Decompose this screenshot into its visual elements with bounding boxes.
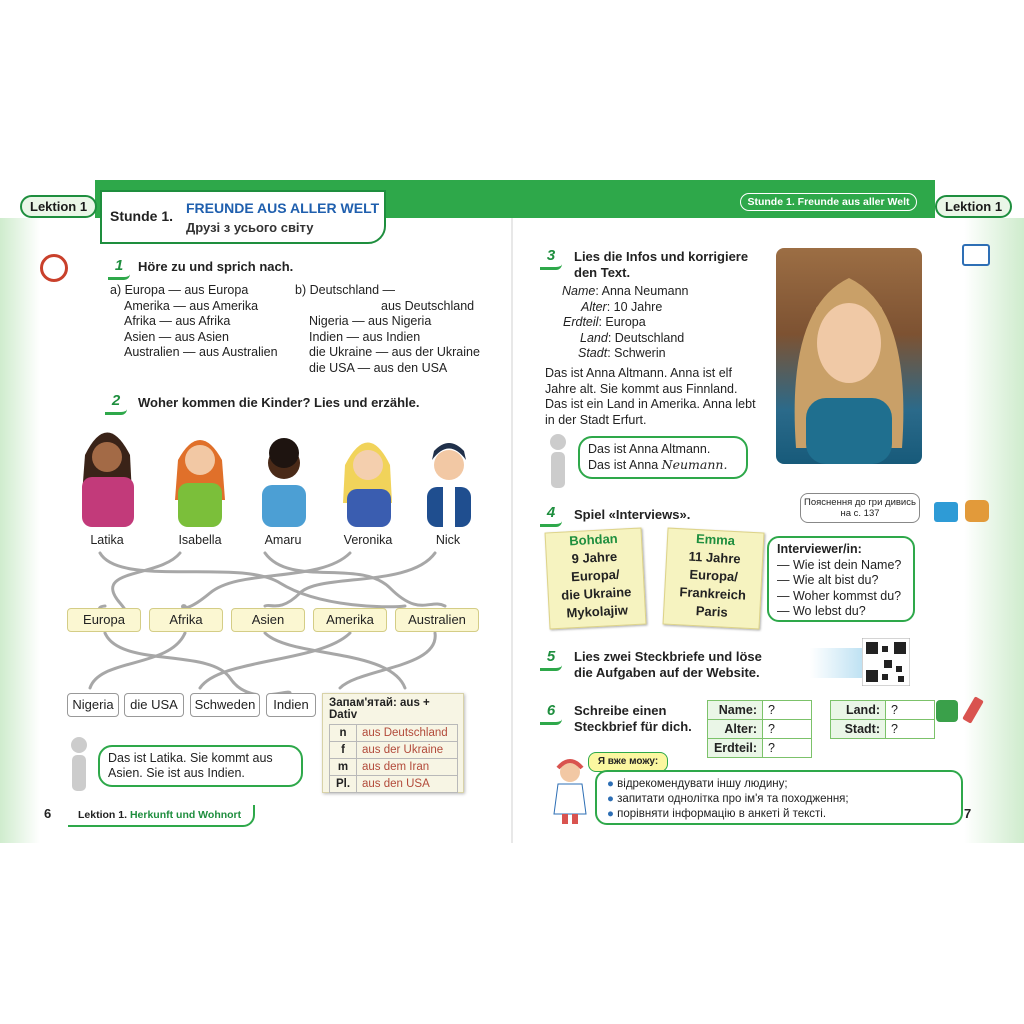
latika-figure bbox=[82, 433, 134, 528]
grammar-note bbox=[322, 693, 464, 793]
children-illustrations bbox=[60, 415, 500, 530]
lektion-tab-right: Lektion 1 bbox=[935, 195, 1012, 218]
task1-title: Höre zu und sprich nach. bbox=[138, 259, 294, 274]
task6-number: 6 bbox=[540, 700, 562, 725]
lesson-title-box bbox=[100, 190, 386, 244]
continent-box[interactable]: Australien bbox=[395, 608, 479, 632]
page-gutter bbox=[511, 218, 513, 843]
land-field[interactable]: ? bbox=[886, 701, 935, 720]
interview-questions: Interviewer/in: — Wie ist dein Name? — Wie alt bist du? — Woher kommst du? — Wo lebst du? bbox=[767, 536, 915, 622]
veronika-figure bbox=[343, 443, 392, 528]
task4-note: Пояснення до гри дивись на с. 137 bbox=[800, 493, 920, 523]
child-name: Veronika bbox=[343, 533, 393, 547]
task6-title: Schreibe einen Steckbrief für dich. bbox=[574, 703, 692, 734]
can-do-item: ● запитати однолітка про ім'я та походження; bbox=[607, 793, 849, 805]
nick-figure bbox=[427, 443, 471, 527]
task4-number: 4 bbox=[540, 502, 562, 527]
dice-icon bbox=[934, 502, 958, 522]
grammar-note-label: Запам'ятай: bbox=[329, 697, 397, 709]
continent-box[interactable]: Afrika bbox=[149, 608, 223, 632]
speaker-silhouette-icon bbox=[64, 735, 94, 795]
grammar-row: m aus dem Iran bbox=[330, 759, 458, 776]
isabella-figure bbox=[175, 440, 225, 527]
continent-box[interactable]: Europa bbox=[67, 608, 141, 632]
task2-title: Woher kommen die Kinder? Lies und erzähle. bbox=[138, 395, 420, 410]
task2-number: 2 bbox=[105, 390, 127, 415]
running-title-right: Stunde 1. Freunde aus aller Welt bbox=[740, 193, 917, 211]
lektion-tab-left: Lektion 1 bbox=[20, 195, 97, 218]
speaker-silhouette-icon bbox=[543, 432, 573, 492]
right-page-margin bbox=[964, 218, 1024, 843]
child-name: Isabella bbox=[178, 533, 222, 547]
task5-title: Lies zwei Steckbriefe und löse die Aufgaben auf der Website. bbox=[574, 649, 762, 680]
erdteil-field[interactable]: ? bbox=[763, 739, 812, 758]
profile-card-bohdan: Bohdan 9 Jahre Europa/ die Ukraine Mykolajiw bbox=[545, 528, 647, 630]
grammar-row: Pl. aus den USA bbox=[330, 776, 458, 793]
left-page-margin bbox=[0, 218, 40, 843]
country-box[interactable]: Indien bbox=[266, 693, 316, 717]
continent-box[interactable]: Amerika bbox=[313, 608, 387, 632]
anna-photo bbox=[776, 248, 922, 464]
headphones-icon bbox=[40, 254, 68, 282]
alter-field[interactable]: ? bbox=[763, 720, 812, 739]
can-do-list bbox=[595, 770, 963, 825]
grammar-table bbox=[329, 724, 458, 793]
country-box[interactable]: Schweden bbox=[190, 693, 260, 717]
website-arrow bbox=[810, 648, 862, 678]
can-do-item: ● порівняти інформацію в анкеті й тексті. bbox=[607, 808, 827, 820]
task1-column-a: a) Europa — aus Europa Amerika — aus Amerika Afrika — aus Afrika Asien — aus Asien Australien — aus Australien bbox=[110, 283, 278, 359]
steckbrief-form: Name: ? Land: ? Alter: ? Stadt: ? Erdteil: ? bbox=[707, 700, 935, 758]
footer-left-label: Lektion 1. Herkunft und Wohnort bbox=[68, 805, 255, 827]
book-icon bbox=[962, 244, 990, 266]
task1-number: 1 bbox=[108, 255, 130, 280]
page-number-left: 6 bbox=[44, 806, 52, 821]
lesson-title-uk: Друзі з усього світу bbox=[186, 220, 314, 235]
task3-speech-bubble: Das ist Anna Altmann. Das ist Anna Neumann. bbox=[578, 436, 748, 479]
task3-title: Lies die Infos und korrigiere den Text. bbox=[574, 249, 749, 280]
child-name: Nick bbox=[435, 533, 461, 547]
pair-work-icon bbox=[965, 500, 989, 522]
task3-text: Das ist Anna Altmann. Anna ist elf Jahre alt. Sie kommt aus Finnland. Das ist ein Land in Amerika. Anna lebt in der Stadt Erfurt. bbox=[545, 366, 756, 427]
task1-column-b: b) Deutschland — aus Deutschland Nigeria — aus Nigeria Indien — aus Indien die Ukraine — aus der Ukraine die USA — aus den USA bbox=[295, 283, 480, 375]
house-icon bbox=[936, 700, 958, 722]
grammar-rule: aus + Dativ bbox=[329, 697, 430, 721]
lesson-title-de: FREUNDE AUS ALLER WELT bbox=[186, 200, 380, 216]
task2-speech-bubble: Das ist Latika. Sie kommt aus Asien. Sie ist aus Indien. bbox=[98, 745, 303, 787]
girl-mascot-icon bbox=[548, 758, 592, 826]
task5-number: 5 bbox=[540, 646, 562, 671]
page-number-right: 7 bbox=[964, 806, 972, 821]
task3-number: 3 bbox=[540, 245, 562, 270]
child-name: Latika bbox=[90, 533, 124, 547]
task4-title: Spiel «Interviews». bbox=[574, 507, 691, 522]
stunde-label: Stunde 1. bbox=[110, 208, 174, 224]
qr-code-icon[interactable] bbox=[862, 638, 910, 686]
grammar-row: f aus der Ukraine bbox=[330, 742, 458, 759]
country-box[interactable]: die USA bbox=[124, 693, 184, 717]
grammar-row: n aus Deutschland bbox=[330, 725, 458, 742]
can-do-item: ● відрекомендувати іншу людину; bbox=[607, 778, 788, 790]
name-field[interactable]: ? bbox=[763, 701, 812, 720]
profile-card-emma: Emma 11 Jahre Europa/ Frankreich Paris bbox=[663, 528, 765, 630]
continent-box[interactable]: Asien bbox=[231, 608, 305, 632]
task3-infos: Name: Anna Neumann Alter: 10 Jahre Erdteil: Europa Land: Deutschland Stadt: Schwerin bbox=[562, 284, 689, 360]
child-name: Amaru bbox=[264, 533, 302, 547]
amaru-figure bbox=[262, 438, 306, 527]
can-do-title: Я вже можу: bbox=[588, 752, 668, 772]
country-box[interactable]: Nigeria bbox=[67, 693, 119, 717]
stadt-field[interactable]: ? bbox=[886, 720, 935, 739]
